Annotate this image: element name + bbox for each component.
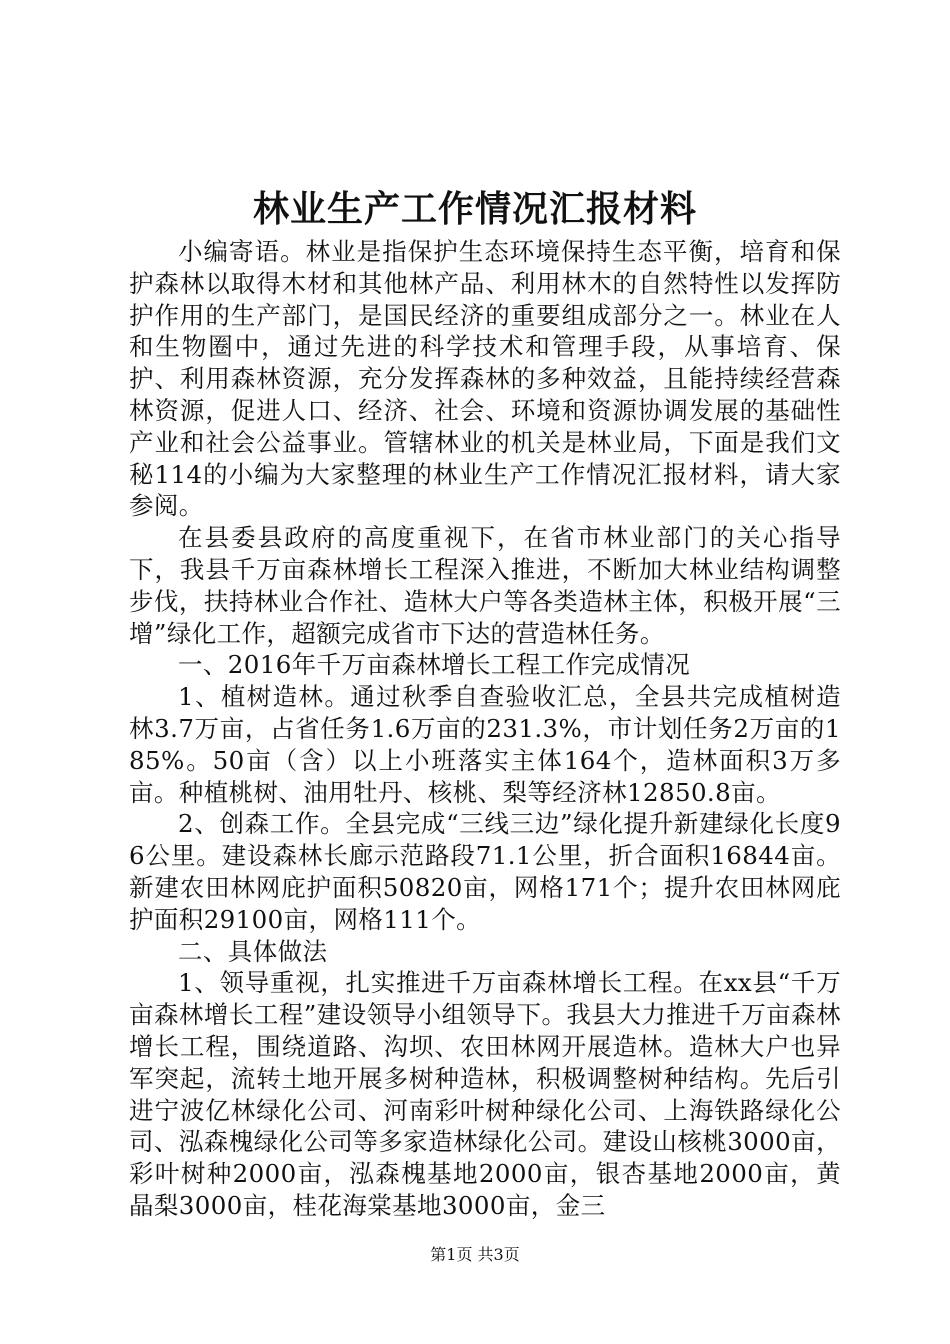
paragraph-overview: 在县委县政府的高度重视下，在省市林业部门的关心指导下，我县千万亩森林增长工程深入推进，不断加大林业结构调整步伐，扶持林业合作社、造林大户等各类造林主体，积极开展“三增”绿化工作，超额完成省市下达的营造林任务。	[129, 523, 841, 648]
paragraph-tree-planting: 1、植树造林。通过秋季自查验收汇总，全县共完成植树造林3.7万亩，占省任务1.6万亩的231.3%，市计划任务2万亩的185%。50亩（含）以上小班落实主体164个，造林面积3万多亩。种植桃树、油用牡丹、核桃、梨等经济林12850.8亩。	[129, 682, 841, 807]
document-body	[129, 236, 841, 1222]
paragraph-forest-creation: 2、创森工作。全县完成“三线三边”绿化提升新建绿化长度96公里。建设森林长廊示范路段71.1公里，折合面积16844亩。新建农田林网庇护面积50820亩，网格171个；提升农田林网庇护面积29100亩，网格111个。	[129, 809, 841, 934]
document-title: 林业生产工作情况汇报材料	[252, 188, 697, 230]
section-heading-methods: 二、具体做法	[178, 936, 328, 966]
paragraph-intro: 小编寄语。林业是指保护生态环境保持生态平衡，培育和保护森林以取得木材和其他林产品、利用林木的自然特性以发挥防护作用的生产部门，是国民经济的重要组成部分之一。林业在人和生物圈中，通过先进的科学技术和管理手段，从事培育、保护、利用森林资源，充分发挥森林的多种效益，且能持续经营森林资源，促进人口、经济、社会、环境和资源协调发展的基础性产业和社会公益事业。管辖林业的机关是林业局，下面是我们文秘114的小编为大家整理的林业生产工作情况汇报材料，请大家参阅。	[129, 237, 841, 521]
page-number-footer: 第1页 共3页	[430, 1245, 520, 1264]
section-heading-completion: 一、2016年千万亩森林增长工程工作完成情况	[178, 650, 691, 680]
paragraph-leadership: 1、领导重视，扎实推进千万亩森林增长工程。在xx县“千万亩森林增长工程”建设领导小组领导下。我县大力推进千万亩森林增长工程，围绕道路、沟坝、农田林网开展造林。造林大户也异军突起，流转土地开展多树种造林，积极调整树种结构。先后引进宁波亿林绿化公司、河南彩叶树种绿化公司、上海铁路绿化公司、泓森槐绿化公司等多家造林绿化公司。建设山核桃3000亩，彩叶树种2000亩，泓森槐基地2000亩，银杏基地2000亩，黄晶梨3000亩，桂花海棠基地3000亩，金三	[129, 968, 841, 1220]
